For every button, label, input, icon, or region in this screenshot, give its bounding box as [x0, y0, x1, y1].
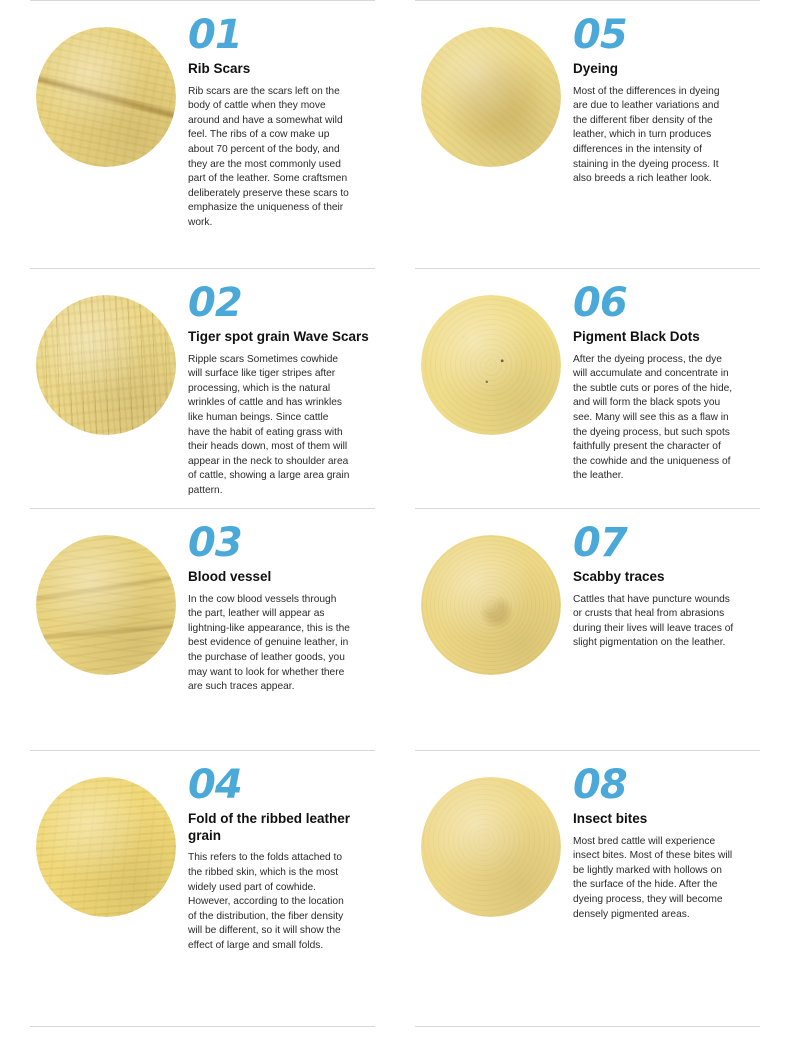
item-body-04: This refers to the folds attached to the ribbed skin, which is the most widely used part of cowhide. However, according to the location of the distribution, the fiber density will be different, so it will show the effect of large and small folds.: [188, 852, 344, 951]
item-title-01: Rib Scars: [188, 61, 251, 76]
item-number-07: 07: [573, 520, 627, 566]
swatch-shading-01: [36, 27, 176, 167]
swatch-wrap-07: [415, 523, 567, 675]
item-number-06: 06: [573, 280, 627, 326]
swatch-shading-05: [421, 27, 561, 167]
item-content-04: [182, 762, 375, 954]
item-content-02: [182, 280, 375, 499]
footer-rule-right: [415, 1026, 760, 1027]
leather-swatch-02: [36, 295, 176, 435]
swatch-shading-03: [36, 535, 176, 675]
item-title-03: Blood vessel: [188, 569, 272, 584]
leather-swatch-08: [421, 777, 561, 917]
leather-swatch-01: [36, 27, 176, 167]
item-content-06: [567, 280, 760, 484]
swatch-wrap-03: [30, 523, 182, 675]
item-body-01: Rib scars are the scars left on the body of cattle when they move around and have a somewhat wild feel. The ribs of a cow make up about 70 percent of the body, and they are the most commonly used part of the leather. Some craftsmen deliberately preserve these scars to emphasize the uniqueness of their work.: [188, 85, 349, 228]
leather-swatch-03: [36, 535, 176, 675]
item-body-08: Most bred cattle will experience insect bites. Most of these bites will be lightly marked with hollows on the surface of the hide. After the dyeing process, they will become densely pigmented areas.: [573, 835, 733, 920]
item-number-01: 01: [188, 12, 242, 58]
item-07: [415, 508, 760, 750]
item-content-05: [567, 12, 760, 187]
leather-swatch-04: [36, 777, 176, 917]
swatch-wrap-02: [30, 283, 182, 435]
swatch-wrap-01: [30, 15, 182, 167]
item-06: [415, 268, 760, 508]
item-body-03: In the cow blood vessels through the part, leather will appear as lightning-like appearance, this is the best evidence of genuine leather, in the purchase of leather goods, you may want to look for whether there are such traces appear.: [188, 593, 350, 693]
swatch-shading-06: [421, 295, 561, 435]
item-body-06: After the dyeing process, the dye will accumulate and concentrate in the subtle cuts or pores of the hide, and will form the black spots you see. Many will see this as a flaw in the dyeing process, but such spots faithfully present the character of the cowhide and the uniqueness of the leather.: [573, 353, 733, 482]
footer-rule-left: [30, 1026, 375, 1027]
leather-swatch-05: [421, 27, 561, 167]
item-content-03: [182, 520, 375, 695]
item-body-02: Ripple scars Sometimes cowhide will surface like tiger stripes after processing, which is the natural wrinkles of cattle and has wrinkles like human beings. Since cattle have the habit of eating grass with their heads down, most of them will appear in the neck to shoulder area of cattle, showing a large area grain pattern.: [188, 353, 350, 496]
item-number-08: 08: [573, 762, 627, 808]
leather-swatch-07: [421, 535, 561, 675]
item-03: [30, 508, 375, 750]
swatch-wrap-04: [30, 765, 182, 917]
item-title-04: Fold of the ribbed leather grain: [188, 811, 351, 843]
item-title-07: Scabby traces: [573, 569, 665, 584]
swatch-shading-08: [421, 777, 561, 917]
swatch-wrap-05: [415, 15, 567, 167]
item-content-08: [567, 762, 760, 922]
item-05: [415, 0, 760, 268]
swatch-wrap-08: [415, 765, 567, 917]
leather-swatch-06: [421, 295, 561, 435]
item-body-07: Cattles that have puncture wounds or crusts that heal from abrasions during their lives will leave traces of slight pigmentation on the leather.: [573, 593, 734, 649]
swatch-shading-04: [36, 777, 176, 917]
item-title-06: Pigment Black Dots: [573, 329, 700, 344]
item-08: [415, 750, 760, 1012]
item-title-02: Tiger spot grain Wave Scars: [188, 329, 369, 344]
item-content-01: [182, 12, 375, 231]
item-title-05: Dyeing: [573, 61, 619, 76]
item-number-04: 04: [188, 762, 242, 808]
item-number-02: 02: [188, 280, 242, 326]
items-grid: [30, 0, 760, 1012]
swatch-shading-02: [36, 295, 176, 435]
swatch-shading-07: [421, 535, 561, 675]
item-01: [30, 0, 375, 268]
swatch-wrap-06: [415, 283, 567, 435]
item-02: [30, 268, 375, 508]
item-number-03: 03: [188, 520, 242, 566]
item-04: [30, 750, 375, 1012]
item-content-07: [567, 520, 760, 651]
item-title-08: Insect bites: [573, 811, 648, 826]
item-body-05: Most of the differences in dyeing are due to leather variations and the different fiber density of the leather, which in turn produces differences in the intensity of staining in the dyeing process. It also breeds a rich leather look.: [573, 85, 720, 185]
item-number-05: 05: [573, 12, 627, 58]
